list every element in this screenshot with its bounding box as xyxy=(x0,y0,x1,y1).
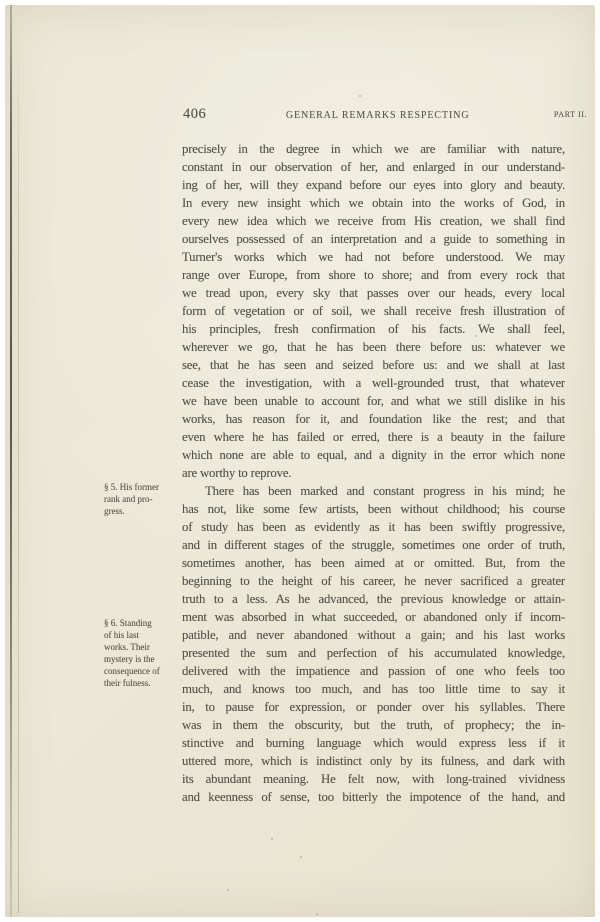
text-line: and keenness of sense, too bitterly the impotence of the hand, and xyxy=(182,790,565,804)
text-line: see, that he has seen and seized before us: and we shall at last xyxy=(182,358,565,372)
text-line: ourselves possessed of an interpretation and a guide to something in xyxy=(182,232,565,246)
text-line: stinctive and burning language which would express less if it xyxy=(182,736,565,750)
text-line: cease the investigation, with a well-grounded trust, that whatever xyxy=(182,376,565,390)
text-line: delivered with the impatience and passion of one who feels too xyxy=(182,664,565,678)
text-line: uttered more, which is indistinct only by its fulness, and dark with xyxy=(182,754,565,768)
text-line: are worthy to reprove. xyxy=(182,466,292,480)
text-line: In every new insight which we obtain into the works of God, in xyxy=(182,196,565,210)
text-line: ing of her, will they expand before our eyes into glory and beauty. xyxy=(182,178,565,192)
paper-speck xyxy=(300,856,302,858)
text-line: form of vegetation or of soil, we shall receive fresh illustration of xyxy=(182,304,565,318)
text-line: patible, and never abandoned without a gain; and his last works xyxy=(182,628,565,642)
text-line: of study has been as evidently as it has been swiftly progressive, xyxy=(182,520,565,534)
running-header xyxy=(183,106,587,126)
paragraph-1 xyxy=(182,140,565,482)
margin-note-line: works. Their xyxy=(104,642,150,652)
page-number: 406 xyxy=(183,106,207,122)
text-line: has not, like some few artists, been without childhood; his course xyxy=(182,502,565,516)
page-gutter-edge-line xyxy=(10,5,12,917)
margin-note-line: § 6. Standing xyxy=(104,618,152,628)
text-line: we tread upon, every sky that passes over our heads, every local xyxy=(182,286,565,300)
text-line: every new idea which we receive from His creation, we shall find xyxy=(182,214,565,228)
margin-note-section-6 xyxy=(104,617,184,689)
margin-note-section-5 xyxy=(104,481,184,517)
margin-note-line: consequence of xyxy=(104,666,160,676)
text-line: truth to a less. As he advanced, the previous knowledge or attain- xyxy=(182,592,565,606)
paper-speck xyxy=(227,889,229,891)
text-line: wherever we go, that he has been there before us: whatever we xyxy=(182,340,565,354)
margin-note-line: gress. xyxy=(104,506,125,516)
margin-note-line: their fulness. xyxy=(104,678,151,688)
text-line: There has been marked and constant progress in his mind; he xyxy=(205,484,565,498)
paper-speck xyxy=(475,335,477,337)
part-label: PART II. xyxy=(553,110,587,119)
text-line: his principles, fresh confirmation of his facts. We shall feel, xyxy=(182,322,565,336)
margin-note-line: rank and pro- xyxy=(104,494,153,504)
text-line: sometimes another, has been aimed at or omitted. But, from the xyxy=(182,556,565,570)
text-line: works, has reason for it, and foundation like the rest; and that xyxy=(182,412,565,426)
text-line: even where he has failed or erred, there is a beauty in the failure xyxy=(182,430,565,444)
text-line: presented the sum and perfection of his accumulated knowledge, xyxy=(182,646,565,660)
text-line: which none are able to equal, and a dignity in the error which none xyxy=(182,448,565,462)
text-line: Turner's works which we had not before understood. We may xyxy=(182,250,565,264)
text-line: ment was absorbed in what succeeded, or abandoned only if incom- xyxy=(182,610,565,624)
margin-note-line: § 5. His former xyxy=(104,482,159,492)
text-line: constant in our observation of her, and enlarged in our understand- xyxy=(182,160,565,174)
body-text xyxy=(182,140,565,806)
margin-note-line: mystery is the xyxy=(104,654,155,664)
text-line: much, and knows too much, and has too little time to say it xyxy=(182,682,565,696)
page-paper xyxy=(5,5,595,917)
running-header-title: GENERAL REMARKS RESPECTING xyxy=(285,110,470,121)
paper-speck xyxy=(359,95,361,97)
text-line: its abundant meaning. He felt now, with long-trained vividness xyxy=(182,772,565,786)
paragraph-2 xyxy=(182,482,565,806)
page-gutter-edge-line-faint xyxy=(18,15,19,913)
text-line: beginning to the height of his career, he never sacrificed a greater xyxy=(182,574,565,588)
text-line: was in them the obscurity, but the truth, of prophecy; the in- xyxy=(182,718,565,732)
paper-speck xyxy=(271,838,273,840)
text-line: and in different stages of the struggle, sometimes one order of truth, xyxy=(182,538,565,552)
paper-speck xyxy=(316,913,318,915)
text-line: precisely in the degree in which we are familiar with nature, xyxy=(182,142,565,156)
text-line: range over Europe, from shore to shore; and from every rock that xyxy=(182,268,565,282)
text-line: in, to pause for expression, or ponder over his syllables. There xyxy=(182,700,565,714)
text-line: we have been unable to account for, and what we still dislike in his xyxy=(182,394,565,408)
margin-note-line: of his last xyxy=(104,630,139,640)
